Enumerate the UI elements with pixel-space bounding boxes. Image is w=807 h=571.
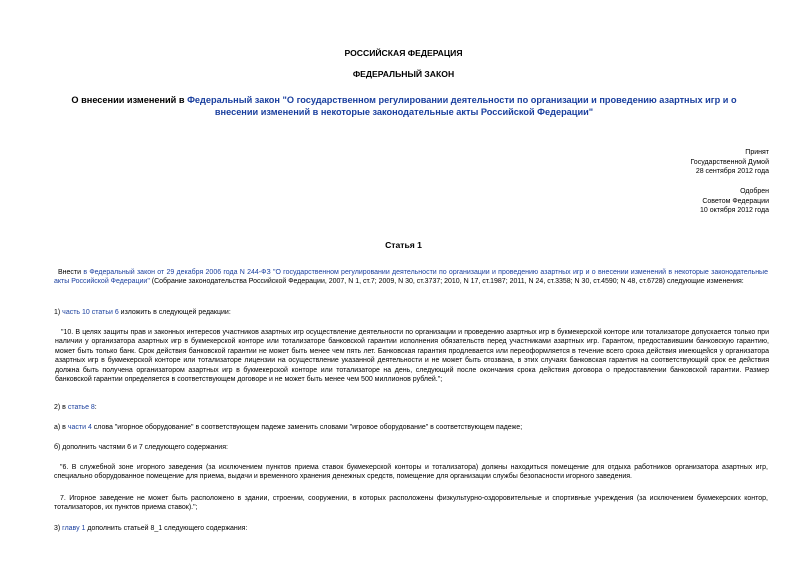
item3-link[interactable]: главу 1 xyxy=(62,525,86,532)
adopted-body: Государственной Думой xyxy=(690,158,769,166)
item-1 xyxy=(54,308,768,317)
item1-suffix: изложить в следующей редакции: xyxy=(118,309,231,316)
law-title-prefix: О внесении изменений в xyxy=(71,95,188,105)
item3-prefix: 3) xyxy=(54,525,63,532)
quote-part-6-text: "6. В служебной зоне игорного заведения (за исключением пунктов приема ставок букмекерской конторы и тотализатора) должны находиться помещение для отдыха работников организатора азартных игр, специально оборудованное помещение для приема, выдачи и временного хранения денежных средств, помещение для организации службы безопасности игорного заведения. xyxy=(54,464,768,481)
quote-part-7-text: 7. Игорное заведение не может быть расположено в здании, строении, сооружении, в которых расположены физкультурно-оздоровительные и спортивные учреждения (за исключением букмекерских контор, тотализаторов, их пунктов приема ставок)."; xyxy=(54,495,768,512)
item2a-suffix: слова "игорное оборудование" в соответствующем падеже заменить словами "игровое оборудование" в соответствующем падеже; xyxy=(91,424,523,431)
item-2b xyxy=(54,443,768,452)
adoption-duma xyxy=(690,148,769,177)
quote-part-10-text: "10. В целях защиты прав и законных интересов участников азартных игр осуществление деятельности по организации и проведению азартных игр в букмекерской конторе или тотализаторе допускается только при наличии у организатора азартных игр в букмекерской конторе или тотализаторе банковской гарантии исполнения обязательств перед участниками азартных игр. Гарантом, предоставившим банковскую гарантию, может быть только банк. Срок действия банковской гарантии не может быть менее чем пять лет. Банковская гарантия продлевается или переоформляется в течение всего срока действия имеющейся у организатора азартных игр в букмекерской конторе или тотализаторе лицензии на осуществление указанной деятельности и не может быть отозвана, в этих случаях банковская гарантия на соответствующий срок ее действия должна быть получена организатором азартных игр в букмекерской конторе или тотализаторе на день, следующий после окончания срока действия договора о предоставлении банковской гарантии. Размер банковской гарантии определяется в соответствующем договоре и не может быть менее чем 500 миллионов рублей."; xyxy=(55,329,769,384)
item-2a xyxy=(54,423,768,432)
adoption-council xyxy=(700,187,769,216)
item2-prefix: 2) в xyxy=(54,404,68,411)
law-title-link[interactable]: Федеральный закон "О государственном регулировании деятельности по организации и проведению азартных игр и о внесении изменений в некоторые законодательные акты Российской Федерации" xyxy=(187,95,737,117)
item2a-prefix: а) в xyxy=(54,424,68,431)
approved-date: 10 октября 2012 года xyxy=(700,207,769,215)
item3-suffix: дополнить статьей 8_1 следующего содержания: xyxy=(85,525,248,532)
intro-suffix: (Собрание законодательства Российской Федерации, 2007, N 1, ст.7; 2009, N 30, ст.3737; 2010, N 17, ст.1987; 2011, N 24, ст.3358; N 30, ст.4590; N 48, ст.6728) следующие изменения: xyxy=(149,278,744,286)
intro-paragraph xyxy=(54,268,768,287)
approved-body: Советом Федерации xyxy=(702,197,769,205)
item-3 xyxy=(54,524,768,533)
adopted-date: 28 сентября 2012 года xyxy=(695,168,769,176)
item2b-text: б) дополнить частями 6 и 7 следующего содержания: xyxy=(54,444,228,451)
article-heading: Статья 1 xyxy=(385,240,422,250)
item2-link[interactable]: статье 8 xyxy=(67,404,95,411)
item1-prefix: 1) xyxy=(54,309,63,316)
item2-suffix: : xyxy=(94,404,97,411)
law-title xyxy=(60,95,748,118)
adopted-label: Принят xyxy=(745,149,769,156)
quote-part-6 xyxy=(54,463,768,482)
item1-link[interactable]: часть 10 статьи 6 xyxy=(62,309,119,316)
quote-part-7 xyxy=(54,494,768,513)
approved-label: Одобрен xyxy=(740,188,769,195)
law-type-heading: ФЕДЕРАЛЬНЫЙ ЗАКОН xyxy=(352,69,455,79)
quote-part-10 xyxy=(55,328,769,384)
intro-prefix: Внести xyxy=(58,269,84,276)
intro-law-link[interactable]: в Федеральный закон от 29 декабря 2006 года N 244-ФЗ "О государственном регулировании деятельности по организации и проведению азартных игр и о внесении изменений в некоторые законодательные акты Российской Федерации" xyxy=(54,269,768,286)
country-heading: РОССИЙСКАЯ ФЕДЕРАЦИЯ xyxy=(344,48,463,58)
item2a-link[interactable]: части 4 xyxy=(67,424,92,431)
item-2 xyxy=(54,403,768,412)
